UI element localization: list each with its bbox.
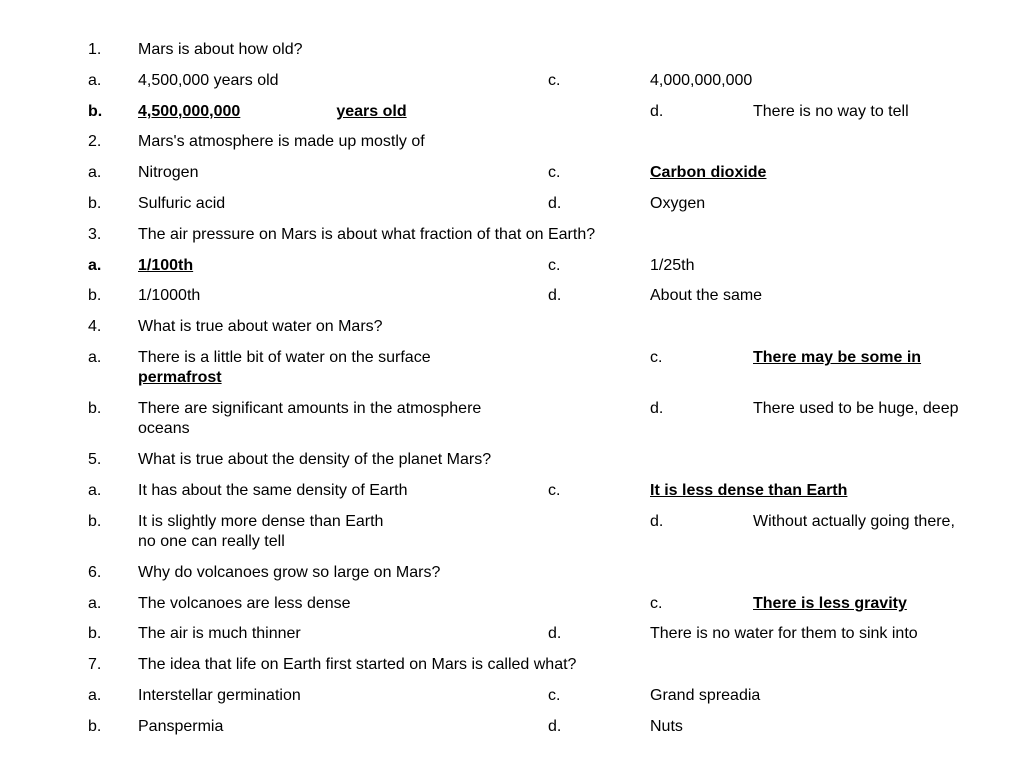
- option-letter-a: a.: [88, 595, 102, 612]
- option-d: There used to be huge, deep: [753, 400, 959, 417]
- option-a-correct: 1/100th: [138, 257, 194, 274]
- answer-row-wrap: [0, 532, 1024, 552]
- option-b: There are significant amounts in the atmosphere: [138, 400, 482, 417]
- option-c-correct: There may be some in: [753, 349, 922, 366]
- option-letter-c: c.: [548, 687, 561, 704]
- option-letter-d: d.: [548, 718, 562, 735]
- question-2: [0, 132, 1024, 152]
- answer-row: [0, 102, 1024, 122]
- answer-row: [0, 594, 1024, 614]
- option-letter-d: d.: [548, 195, 562, 212]
- answer-row: [0, 71, 1024, 91]
- question-number: 6.: [88, 564, 102, 581]
- answer-row: [0, 163, 1024, 183]
- answer-row: [0, 481, 1024, 501]
- option-letter-a: a.: [88, 482, 102, 499]
- question-text: The idea that life on Earth first started on Mars is called what?: [138, 656, 577, 673]
- question-text: Why do volcanoes grow so large on Mars?: [138, 564, 441, 581]
- option-c: Grand spreadia: [650, 687, 761, 704]
- option-letter-d: d.: [650, 400, 664, 417]
- option-d-continued: oceans: [138, 420, 190, 437]
- answer-row: [0, 286, 1024, 306]
- option-letter-b: b.: [88, 195, 102, 212]
- question-number: 3.: [88, 226, 102, 243]
- option-d: Nuts: [650, 718, 683, 735]
- option-a: The volcanoes are less dense: [138, 595, 351, 612]
- option-letter-b: b.: [88, 287, 102, 304]
- option-letter-d: d.: [650, 513, 664, 530]
- option-c-correct: It is less dense than Earth: [650, 482, 848, 499]
- answer-row: [0, 686, 1024, 706]
- answer-row: [0, 512, 1024, 532]
- option-d-continued: no one can really tell: [138, 533, 285, 550]
- option-b: It is slightly more dense than Earth: [138, 513, 384, 530]
- question-text: Mars's atmosphere is made up mostly of: [138, 133, 425, 150]
- option-letter-a: a.: [88, 72, 102, 89]
- option-letter-d: d.: [548, 625, 562, 642]
- option-letter-a: a.: [88, 687, 102, 704]
- answer-row: [0, 624, 1024, 644]
- option-letter-b: b.: [88, 718, 102, 735]
- option-letter-d: d.: [548, 287, 562, 304]
- option-c-correct-continued: permafrost: [138, 369, 222, 386]
- answer-row-wrap: [0, 368, 1024, 388]
- answer-row: [0, 348, 1024, 368]
- option-a: It has about the same density of Earth: [138, 482, 408, 499]
- question-number: 1.: [88, 41, 102, 58]
- option-a: Interstellar germination: [138, 687, 301, 704]
- option-a: There is a little bit of water on the surface: [138, 349, 431, 366]
- option-b: Panspermia: [138, 718, 224, 735]
- answer-row: [0, 256, 1024, 276]
- option-b: Sulfuric acid: [138, 195, 226, 212]
- option-letter-c: c.: [548, 164, 561, 181]
- question-text: What is true about the density of the planet Mars?: [138, 451, 492, 468]
- option-c-correct: Carbon dioxide: [650, 164, 767, 181]
- option-letter-a: a.: [88, 164, 102, 181]
- option-letter-a: a.: [88, 257, 102, 274]
- answer-row: [0, 717, 1024, 737]
- option-c: 4,000,000,000: [650, 72, 753, 89]
- option-d: About the same: [650, 287, 763, 304]
- option-letter-b: b.: [88, 400, 102, 417]
- question-1: [0, 40, 1024, 60]
- option-d: There is no way to tell: [753, 103, 909, 120]
- answer-row: [0, 194, 1024, 214]
- question-7: [0, 655, 1024, 675]
- option-letter-d: d.: [650, 103, 664, 120]
- question-3: [0, 225, 1024, 245]
- option-c: 1/25th: [650, 257, 695, 274]
- option-letter-c: c.: [548, 257, 561, 274]
- question-text: Mars is about how old?: [138, 41, 303, 58]
- question-number: 5.: [88, 451, 102, 468]
- option-d: Without actually going there,: [753, 513, 955, 530]
- question-4: [0, 317, 1024, 337]
- answer-row-wrap: [0, 419, 1024, 439]
- option-letter-c: c.: [650, 595, 663, 612]
- option-d: There is no water for them to sink into: [650, 625, 918, 642]
- option-letter-c: c.: [548, 72, 561, 89]
- question-5: [0, 450, 1024, 470]
- answer-row: [0, 399, 1024, 419]
- option-b: The air is much thinner: [138, 625, 301, 642]
- option-letter-b: b.: [88, 513, 102, 530]
- option-letter-c: c.: [548, 482, 561, 499]
- option-b-part1: 4,500,000,000: [138, 103, 241, 120]
- option-letter-c: c.: [650, 349, 663, 366]
- option-letter-b: b.: [88, 625, 102, 642]
- question-text: What is true about water on Mars?: [138, 318, 383, 335]
- question-text: The air pressure on Mars is about what fraction of that on Earth?: [138, 226, 596, 243]
- option-letter-a: a.: [88, 349, 102, 366]
- option-a: Nitrogen: [138, 164, 199, 181]
- question-6: [0, 563, 1024, 583]
- question-number: 4.: [88, 318, 102, 335]
- question-number: 7.: [88, 656, 102, 673]
- option-a: 4,500,000 years old: [138, 72, 279, 89]
- option-b-part2: years old: [336, 103, 407, 120]
- option-letter-b: b.: [88, 103, 103, 120]
- option-c-correct: There is less gravity: [753, 595, 907, 612]
- option-d: Oxygen: [650, 195, 706, 212]
- question-number: 2.: [88, 133, 102, 150]
- option-b: 1/1000th: [138, 287, 201, 304]
- option-b-correct: [138, 102, 407, 122]
